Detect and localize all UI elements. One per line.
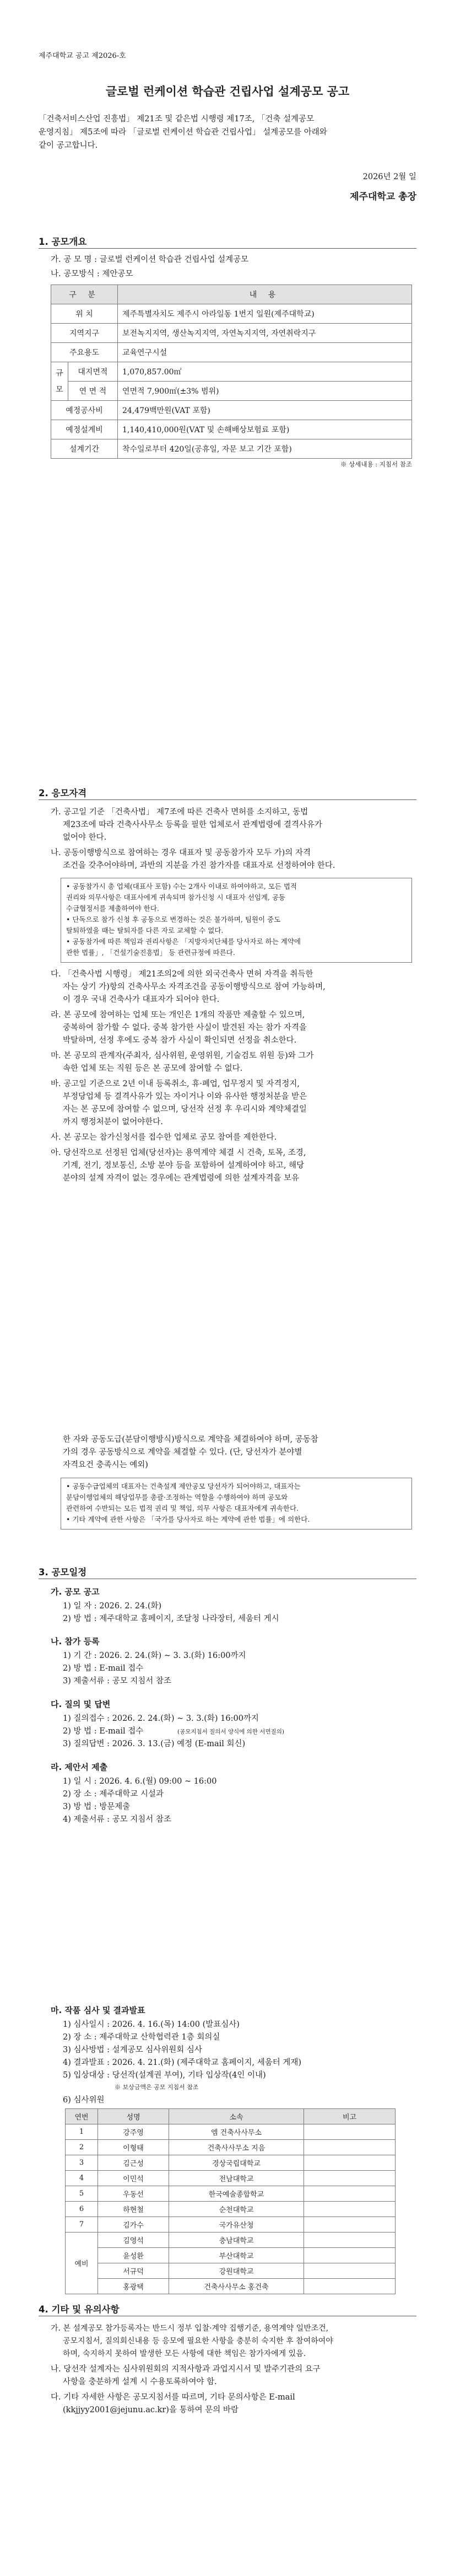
eligibility-na-2: 조건을 갖추어야하며, 과반의 지분을 가진 참가자를 대표자로 선정하여야 한다. bbox=[63, 861, 335, 870]
schedule-ma-note: ※ 보상금액은 공모 지침서 참조 bbox=[115, 2084, 199, 2091]
row-label: 지역지구 bbox=[51, 324, 118, 343]
intro-line-1: 「건축서비스산업 진흥법」 제21조 및 같은법 시행령 제17조, 「건축 설계공모 bbox=[39, 115, 315, 124]
eligibility-ba-2: 부정당업체 등 결격사유가 있는 자이거나 이와 유사한 행정처분을 받은 bbox=[63, 1092, 307, 1101]
table-row bbox=[51, 401, 412, 420]
schedule-da-note: (공모지침서 질의서 양식에 의한 서면질의) bbox=[177, 1729, 284, 1735]
eligibility-ra-2: 중복하여 참가할 수 없다. 중복 참가한 사실이 발견된 자는 참가 자격을 bbox=[63, 1023, 307, 1032]
jury-no: 7 bbox=[66, 2217, 98, 2232]
section-4-heading: 4. 기타 및 유의사항 bbox=[39, 2304, 120, 2315]
other-ga-1: 가. 본 설계공모 참가등록자는 반드시 정부 입찰·계약 집행기준, 용역계약 일반조건, bbox=[51, 2324, 329, 2333]
contest-method: 나. 공모방식 : 제안공모 bbox=[51, 270, 133, 278]
jury-head-no: 연번 bbox=[66, 2109, 98, 2124]
schedule-na-item: 3) 제출서류 : 공모 지침서 참조 bbox=[63, 1677, 171, 1686]
table-row bbox=[51, 420, 412, 439]
reserve-org: 건축사사무소 홍건축 bbox=[169, 2279, 304, 2294]
schedule-ga-title: 가. 공모 공고 bbox=[51, 1587, 100, 1597]
jury-head-org: 소속 bbox=[169, 2109, 304, 2124]
table-row bbox=[51, 343, 412, 362]
eligibility-ma-2: 속한 업체 또는 직원 등은 본 공모에 참여할 수 없다. bbox=[63, 1064, 243, 1073]
reserve-name: 서규덕 bbox=[98, 2263, 169, 2279]
table-row bbox=[66, 2279, 396, 2294]
row-label: 연 면 적 bbox=[68, 382, 117, 401]
box1-line: 수급협정서를 제출하여야 한다. bbox=[66, 904, 159, 913]
jury-note bbox=[304, 2202, 396, 2217]
row-value: 24,479백만원(VAT 포함) bbox=[118, 401, 412, 420]
row-value: 제주특별자치도 제주시 아라일동 1번지 일원(제주대학교) bbox=[118, 304, 412, 324]
jury-no: 3 bbox=[66, 2155, 98, 2171]
jury-note bbox=[304, 2124, 396, 2140]
issuer: 제주대학교 총장 bbox=[350, 191, 416, 202]
table-row bbox=[66, 2248, 396, 2263]
section-2-heading: 2. 응모자격 bbox=[39, 788, 87, 798]
table-header-division: 구 분 bbox=[51, 285, 118, 304]
box1-line: • 공동참가에 따른 책임과 권리사항은 「지방자치단체를 당사자로 하는 계약에 bbox=[66, 937, 301, 946]
schedule-ra-item: 3) 방 법 : 방문제출 bbox=[63, 1802, 131, 1811]
schedule-na-item: 1) 기 간 : 2026. 2. 24.(화) ~ 3. 3.(화) 16:00까지 bbox=[63, 1651, 246, 1660]
jury-note bbox=[304, 2217, 396, 2232]
reserve-name: 윤성환 bbox=[98, 2248, 169, 2263]
reserve-org: 부산대학교 bbox=[169, 2248, 304, 2263]
jury-no: 5 bbox=[66, 2186, 98, 2202]
jury-name: 이형태 bbox=[98, 2140, 169, 2155]
row-value: 1,140,410,000원(VAT 및 손해배상보험료 포함) bbox=[118, 420, 412, 439]
eligibility-a-3: 분야의 설계 자격이 없는 경우에는 관계법령에 의한 설계자격을 보유 bbox=[63, 1174, 300, 1183]
schedule-da-item: 1) 질의접수 : 2026. 2. 24.(화) ~ 3. 3.(화) 16:00까지 bbox=[63, 1714, 259, 1723]
jury-org: 엠 건축사사무소 bbox=[169, 2124, 304, 2140]
reserve-org: 충남대학교 bbox=[169, 2232, 304, 2248]
schedule-ra-title: 라. 제안서 제출 bbox=[51, 1762, 108, 1772]
box1-line: 관한 법률」, 「건설기술진흥법」 등 관련규정에 따른다. bbox=[66, 948, 235, 957]
row-value: 교육연구시설 bbox=[118, 343, 412, 362]
reserve-note bbox=[304, 2279, 396, 2294]
page-title: 글로벌 런케이션 학습관 건립사업 설계공모 공고 bbox=[105, 85, 350, 98]
jury-name: 우동선 bbox=[98, 2186, 169, 2202]
table-row bbox=[51, 304, 412, 324]
box1-line: 권리와 의무사항은 대표사에게 귀속되며 참가신청 시 대표자 선임계, 공동 bbox=[66, 893, 286, 901]
row-label: 설계기간 bbox=[51, 439, 118, 459]
row-label: 위 치 bbox=[51, 304, 118, 324]
table-row bbox=[51, 439, 412, 459]
other-ga-3: 하며, 숙지하지 못하여 발생한 모든 사항에 대한 책임은 참가자에게 있음. bbox=[63, 2349, 306, 2358]
table-header-row bbox=[51, 285, 412, 304]
eligibility-ga-3: 없어야 한다. bbox=[63, 833, 107, 842]
box2-line: 관련하여 수반되는 모든 법적 권리 및 책임, 의무 사항은 대표자에게 귀속한다. bbox=[66, 1504, 299, 1512]
overview-table bbox=[51, 285, 412, 459]
eligibility-ba-4: 까지 행정처분이 없어야한다. bbox=[63, 1118, 163, 1126]
jury-org: 건축사사무소 지음 bbox=[169, 2140, 304, 2155]
table-note: ※ 상세내용 : 지침서 참조 bbox=[340, 460, 412, 468]
jury-note bbox=[304, 2140, 396, 2155]
jury-title: 6) 심사위원 bbox=[63, 2096, 105, 2105]
other-na-2: 사항을 충분하게 설계 시 수용토록하여야 함. bbox=[63, 2378, 217, 2386]
schedule-ma-item: 5) 입상대상 : 당선작(설계권 부여), 기타 입상작(4인 이내) bbox=[63, 2071, 266, 2080]
jury-head-name: 성명 bbox=[98, 2109, 169, 2124]
doc-number: 제주대학교 공고 제2026-호 bbox=[39, 52, 126, 60]
contest-name: 가. 공 모 명 : 글로벌 런케이션 학습관 건립사업 설계공모 bbox=[51, 255, 249, 264]
schedule-na-title: 나. 참가 등록 bbox=[51, 1636, 100, 1646]
schedule-ma-item: 1) 심사일시 : 2026. 4. 16.(목) 14:00 (발표심사) bbox=[63, 2020, 240, 2029]
reserve-name: 홍광택 bbox=[98, 2279, 169, 2294]
row-label: 예정공사비 bbox=[51, 401, 118, 420]
row-value: 보전녹지지역, 생산녹지지역, 자연녹지지역, 자연취락지구 bbox=[118, 324, 412, 343]
eligibility-ra-3: 박탈하며, 선정 후에도 중복 참가 사실이 확인되면 선정을 취소한다. bbox=[63, 1036, 297, 1045]
eligibility-a-cont-3: 자격요건 충족시는 예외) bbox=[63, 1461, 148, 1469]
jury-note bbox=[304, 2155, 396, 2171]
eligibility-na-1: 나. 공동이행방식으로 참여하는 경우 대표자 및 공동참가자 모두 가)의 자격 bbox=[51, 849, 311, 857]
jury-no: 1 bbox=[66, 2124, 98, 2140]
table-row bbox=[51, 324, 412, 343]
jury-no: 4 bbox=[66, 2171, 98, 2186]
jury-name: 강주영 bbox=[98, 2124, 169, 2140]
table-header-content: 내 용 bbox=[118, 285, 412, 304]
section-3-heading: 3. 공모일정 bbox=[39, 1567, 87, 1577]
other-na-1: 나. 당선작 설계자는 심사위원회의 지적사항과 과업지시서 및 발주기관의 요구 bbox=[51, 2365, 321, 2374]
eligibility-ma-1: 마. 본 공모의 관계자(주최자, 심사위원, 운영위원, 기술검토 위원 등)와 그가 bbox=[51, 1051, 314, 1060]
section-1-divider bbox=[39, 248, 416, 249]
jury-org: 경상국립대학교 bbox=[169, 2155, 304, 2171]
schedule-ra-item: 2) 장 소 : 제주대학교 시설과 bbox=[63, 1790, 164, 1799]
jury-org: 국가유산청 bbox=[169, 2217, 304, 2232]
schedule-ra-item: 1) 일 시 : 2026. 4. 6.(월) 09:00 ~ 16:00 bbox=[63, 1777, 217, 1786]
reserve-note bbox=[304, 2232, 396, 2248]
schedule-da-item: 3) 질의답변 : 2026. 3. 13.(금) 예정 (E-mail 회신) bbox=[63, 1740, 246, 1748]
eligibility-ga-1: 가. 공고일 기준 「건축사법」 제7조에 따른 건축사 면허를 소지하고, 동법 bbox=[51, 808, 308, 817]
table-row bbox=[66, 2186, 396, 2202]
eligibility-a-cont-2: 가의 경우 공동방식으로 계약을 체결할 수 있다. (단, 당선자가 분야별 bbox=[63, 1448, 302, 1457]
eligibility-ba-1: 바. 공고일 기준으로 2년 이내 등록취소, 휴·폐업, 업무정지 및 자격정지, bbox=[51, 1080, 300, 1088]
box2-line: • 기타 계약에 관한 사항은 「국가를 당사자로 하는 계약에 관한 법률」에 의한다. bbox=[66, 1515, 310, 1523]
notice-date: 2026년 2월 일 bbox=[362, 173, 416, 181]
jury-org: 순천대학교 bbox=[169, 2202, 304, 2217]
jury-name: 하현철 bbox=[98, 2202, 169, 2217]
jury-name: 김근성 bbox=[98, 2155, 169, 2171]
row-value: 연면적 7,900㎡(±3% 범위) bbox=[118, 382, 412, 401]
scale-group-label bbox=[51, 362, 68, 401]
section-2-divider bbox=[39, 799, 416, 800]
scale-label-2: 모 bbox=[56, 385, 63, 394]
jury-head-note: 비고 bbox=[304, 2109, 396, 2124]
jury-name: 이민석 bbox=[98, 2171, 169, 2186]
other-ga-2: 공모지침서, 질의회신내용 등 응모에 필요한 사항을 충분히 숙지한 후 참여하여야 bbox=[63, 2337, 333, 2346]
schedule-da-title: 다. 질의 및 답변 bbox=[51, 1699, 111, 1709]
schedule-ga-item: 2) 방 법 : 제주대학교 홈페이지, 조달청 나라장터, 세움터 게시 bbox=[63, 1614, 279, 1623]
row-label: 주요용도 bbox=[51, 343, 118, 362]
intro-line-3: 같이 공고합니다. bbox=[39, 141, 98, 150]
jury-header-row bbox=[66, 2109, 396, 2124]
scale-label-1: 규 bbox=[56, 368, 63, 378]
jury-no: 6 bbox=[66, 2202, 98, 2217]
eligibility-da-1: 다. 「건축사법 시행령」 제21조의2에 의한 외국건축사 면허 자격을 취득한 bbox=[51, 970, 313, 979]
schedule-ga-item: 1) 일 자 : 2026. 2. 24.(화) bbox=[63, 1602, 162, 1611]
schedule-ma-item: 2) 장 소 : 제주대학교 산학협력관 1층 회의실 bbox=[63, 2033, 220, 2042]
jury-table bbox=[65, 2108, 396, 2294]
reserve-name: 김영석 bbox=[98, 2232, 169, 2248]
schedule-ma-item: 4) 결과발표 : 2026. 4. 21.(화) (제주대학교 홈페이지, 세움터 게재) bbox=[63, 2058, 302, 2067]
reserve-org: 강원대학교 bbox=[169, 2263, 304, 2279]
table-row bbox=[66, 2155, 396, 2171]
jury-note bbox=[304, 2186, 396, 2202]
schedule-da-item: 2) 방 법 : E-mail 접수 bbox=[63, 1727, 144, 1736]
row-value: 1,070,857.00㎡ bbox=[118, 362, 412, 382]
eligibility-ba-3: 자는 본 공모에 참여할 수 없으며, 당선작 선정 후 우리시와 계약체결일 bbox=[63, 1105, 307, 1114]
eligibility-ga-2: 제23조에 따라 건축사사무소 등록을 필한 업체로서 관계법령에 결격사유가 bbox=[63, 820, 322, 829]
other-da-2: (kkjjyy2001@jejunu.ac.kr)을 통하여 문의 바람 bbox=[63, 2406, 239, 2414]
jury-org: 전남대학교 bbox=[169, 2171, 304, 2186]
eligibility-a-cont-1: 한 자와 공동도급(분담이행방식)방식으로 계약을 체결하여야 하며, 공동참 bbox=[63, 1435, 318, 1444]
table-row bbox=[66, 2140, 396, 2155]
jury-no: 2 bbox=[66, 2140, 98, 2155]
other-da-1: 다. 기타 자세한 사항은 공모지침서를 따르며, 기타 문의사항은 E-mail bbox=[51, 2393, 295, 2402]
table-row bbox=[66, 2263, 396, 2279]
table-row bbox=[51, 382, 412, 401]
eligibility-ra-1: 라. 본 공모에 참여하는 업체 또는 개인은 1개의 작품만 제출할 수 있으며, bbox=[51, 1011, 305, 1019]
box1-line: • 단독으로 참가 신청 후 공동으로 변경하는 것은 불가하며, 팀원이 중도 bbox=[66, 915, 281, 924]
schedule-na-item: 2) 방 법 : E-mail 접수 bbox=[63, 1664, 144, 1673]
box1-line: • 공동참가시 총 업체(대표사 포함) 수는 2개사 이내로 하여야하고, 모든 법적 bbox=[66, 882, 297, 890]
reserve-note bbox=[304, 2248, 396, 2263]
eligibility-a-1: 아. 당선작으로 선정된 업체(당선자)는 용역계약 체결 시 건축, 토목, 조경, bbox=[51, 1149, 306, 1157]
jury-note bbox=[304, 2171, 396, 2186]
intro-line-2: 운영지침」 제5조에 따라 「글로벌 런케이션 학습관 건립사업」 설계공모를 아래와 bbox=[39, 128, 327, 137]
reserve-label: 예비 bbox=[66, 2232, 98, 2294]
box2-line: 분담이행업체의 해당업무를 총괄·조정하는 역할을 수행하여야 하며 공모와 bbox=[66, 1493, 288, 1501]
table-row bbox=[66, 2232, 396, 2248]
jury-name: 김가수 bbox=[98, 2217, 169, 2232]
row-value: 착수일로부터 420일(공휴일, 자문 보고 기간 포함) bbox=[118, 439, 412, 459]
eligibility-da-2: 자는 상기 가)항의 건축사무소 자격조건을 공동이행방식으로 참여 가능하며, bbox=[63, 983, 326, 991]
table-row bbox=[66, 2171, 396, 2186]
table-row bbox=[51, 362, 412, 382]
schedule-ra-item: 4) 제출서류 : 공모 지침서 참조 bbox=[63, 1815, 171, 1824]
table-row bbox=[66, 2202, 396, 2217]
box2-line: • 공동수급업체의 대표자는 건축설계 제안공모 당선자가 되어야하고, 대표자는 bbox=[66, 1482, 301, 1490]
box1-line: 탈퇴하였을 때는 탈퇴자를 다른 자로 교체할 수 없다. bbox=[66, 926, 224, 935]
eligibility-a-2: 기계, 전기, 정보통신, 소방 분야 등을 포함하여 설계하여야 하고, 해당 bbox=[63, 1161, 305, 1170]
jury-org: 한국예술종합학교 bbox=[169, 2186, 304, 2202]
schedule-ma-title: 마. 작품 심사 및 결과발표 bbox=[51, 2005, 145, 2015]
table-row bbox=[66, 2217, 396, 2232]
table-row bbox=[66, 2124, 396, 2140]
schedule-ma-item: 3) 심사방법 : 설계공모 심사위원회 심사 bbox=[63, 2046, 202, 2054]
row-label: 예정설계비 bbox=[51, 420, 118, 439]
reserve-note bbox=[304, 2263, 396, 2279]
row-label: 대지면적 bbox=[68, 362, 117, 382]
eligibility-da-3: 이 경우 국내 건축사가 대표자가 되어야 한다. bbox=[63, 995, 220, 1004]
eligibility-sa-1: 사. 본 공모는 참가신청서를 접수한 업체로 공모 참여를 제한한다. bbox=[51, 1133, 277, 1142]
section-1-heading: 1. 공모개요 bbox=[39, 237, 87, 247]
